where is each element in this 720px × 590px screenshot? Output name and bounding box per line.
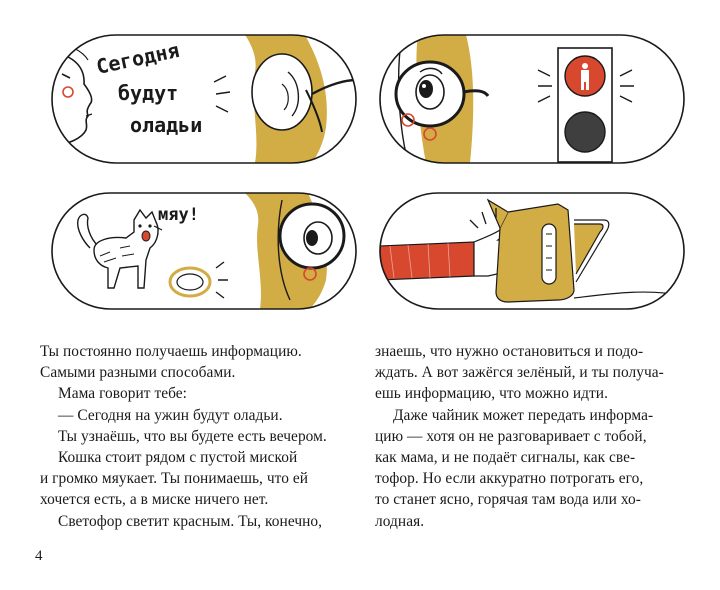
text-line: Даже чайник может передать информа- [393, 406, 654, 424]
cat-speech: мяу! [158, 205, 199, 225]
text-line: Мама говорит тебе: [58, 385, 188, 403]
text-line: Кошка стоит рядом с пустой миской [58, 449, 298, 467]
text-column-right [375, 341, 695, 532]
text-line: знаешь, что нужно остановиться и подо- [375, 343, 644, 360]
text-line: хочется есть, а в миске ничего нет. [40, 491, 269, 509]
text-column-left [40, 341, 358, 532]
text-line: Ты узнаёшь, что вы будете есть вечером. [58, 427, 327, 445]
text-line: как мама, и не подаёт сигналы, как све- [375, 449, 636, 467]
speech-line-3: оладьи [130, 113, 203, 137]
illustration-traffic-light [378, 32, 688, 167]
text-line: тофор. Но если аккуратно потрогать его, [375, 470, 644, 488]
text-line: — Сегодня на ужин будут оладьи. [58, 406, 283, 424]
text-line: лодная. [375, 512, 425, 530]
speech-line-1: Сегодня [94, 37, 182, 79]
text-line: ешь информацию, что можно идти. [375, 385, 608, 403]
text-line: то станет ясно, горячая там вода или хо- [375, 491, 641, 509]
text-line: Светофор светит красным. Ты, конечно, [58, 512, 323, 530]
illustration-mom-speaking [50, 32, 360, 167]
text-line: и громко мяукает. Ты понимаешь, что ей [40, 470, 309, 488]
text-line: Ты постоянно получаешь информацию. [40, 343, 302, 360]
illustration-cat-meowing [50, 190, 360, 312]
speech-line-2: будут [118, 81, 179, 105]
text-line: цию — хотя он не разговаривает с тобой, [375, 427, 647, 445]
text-line: ждать. А вот зажёгся зелёный, и ты получа- [375, 364, 664, 382]
illustration-kettle [378, 190, 688, 312]
page-number: 4 [35, 548, 43, 564]
text-line: Самыми разными способами. [40, 364, 236, 382]
